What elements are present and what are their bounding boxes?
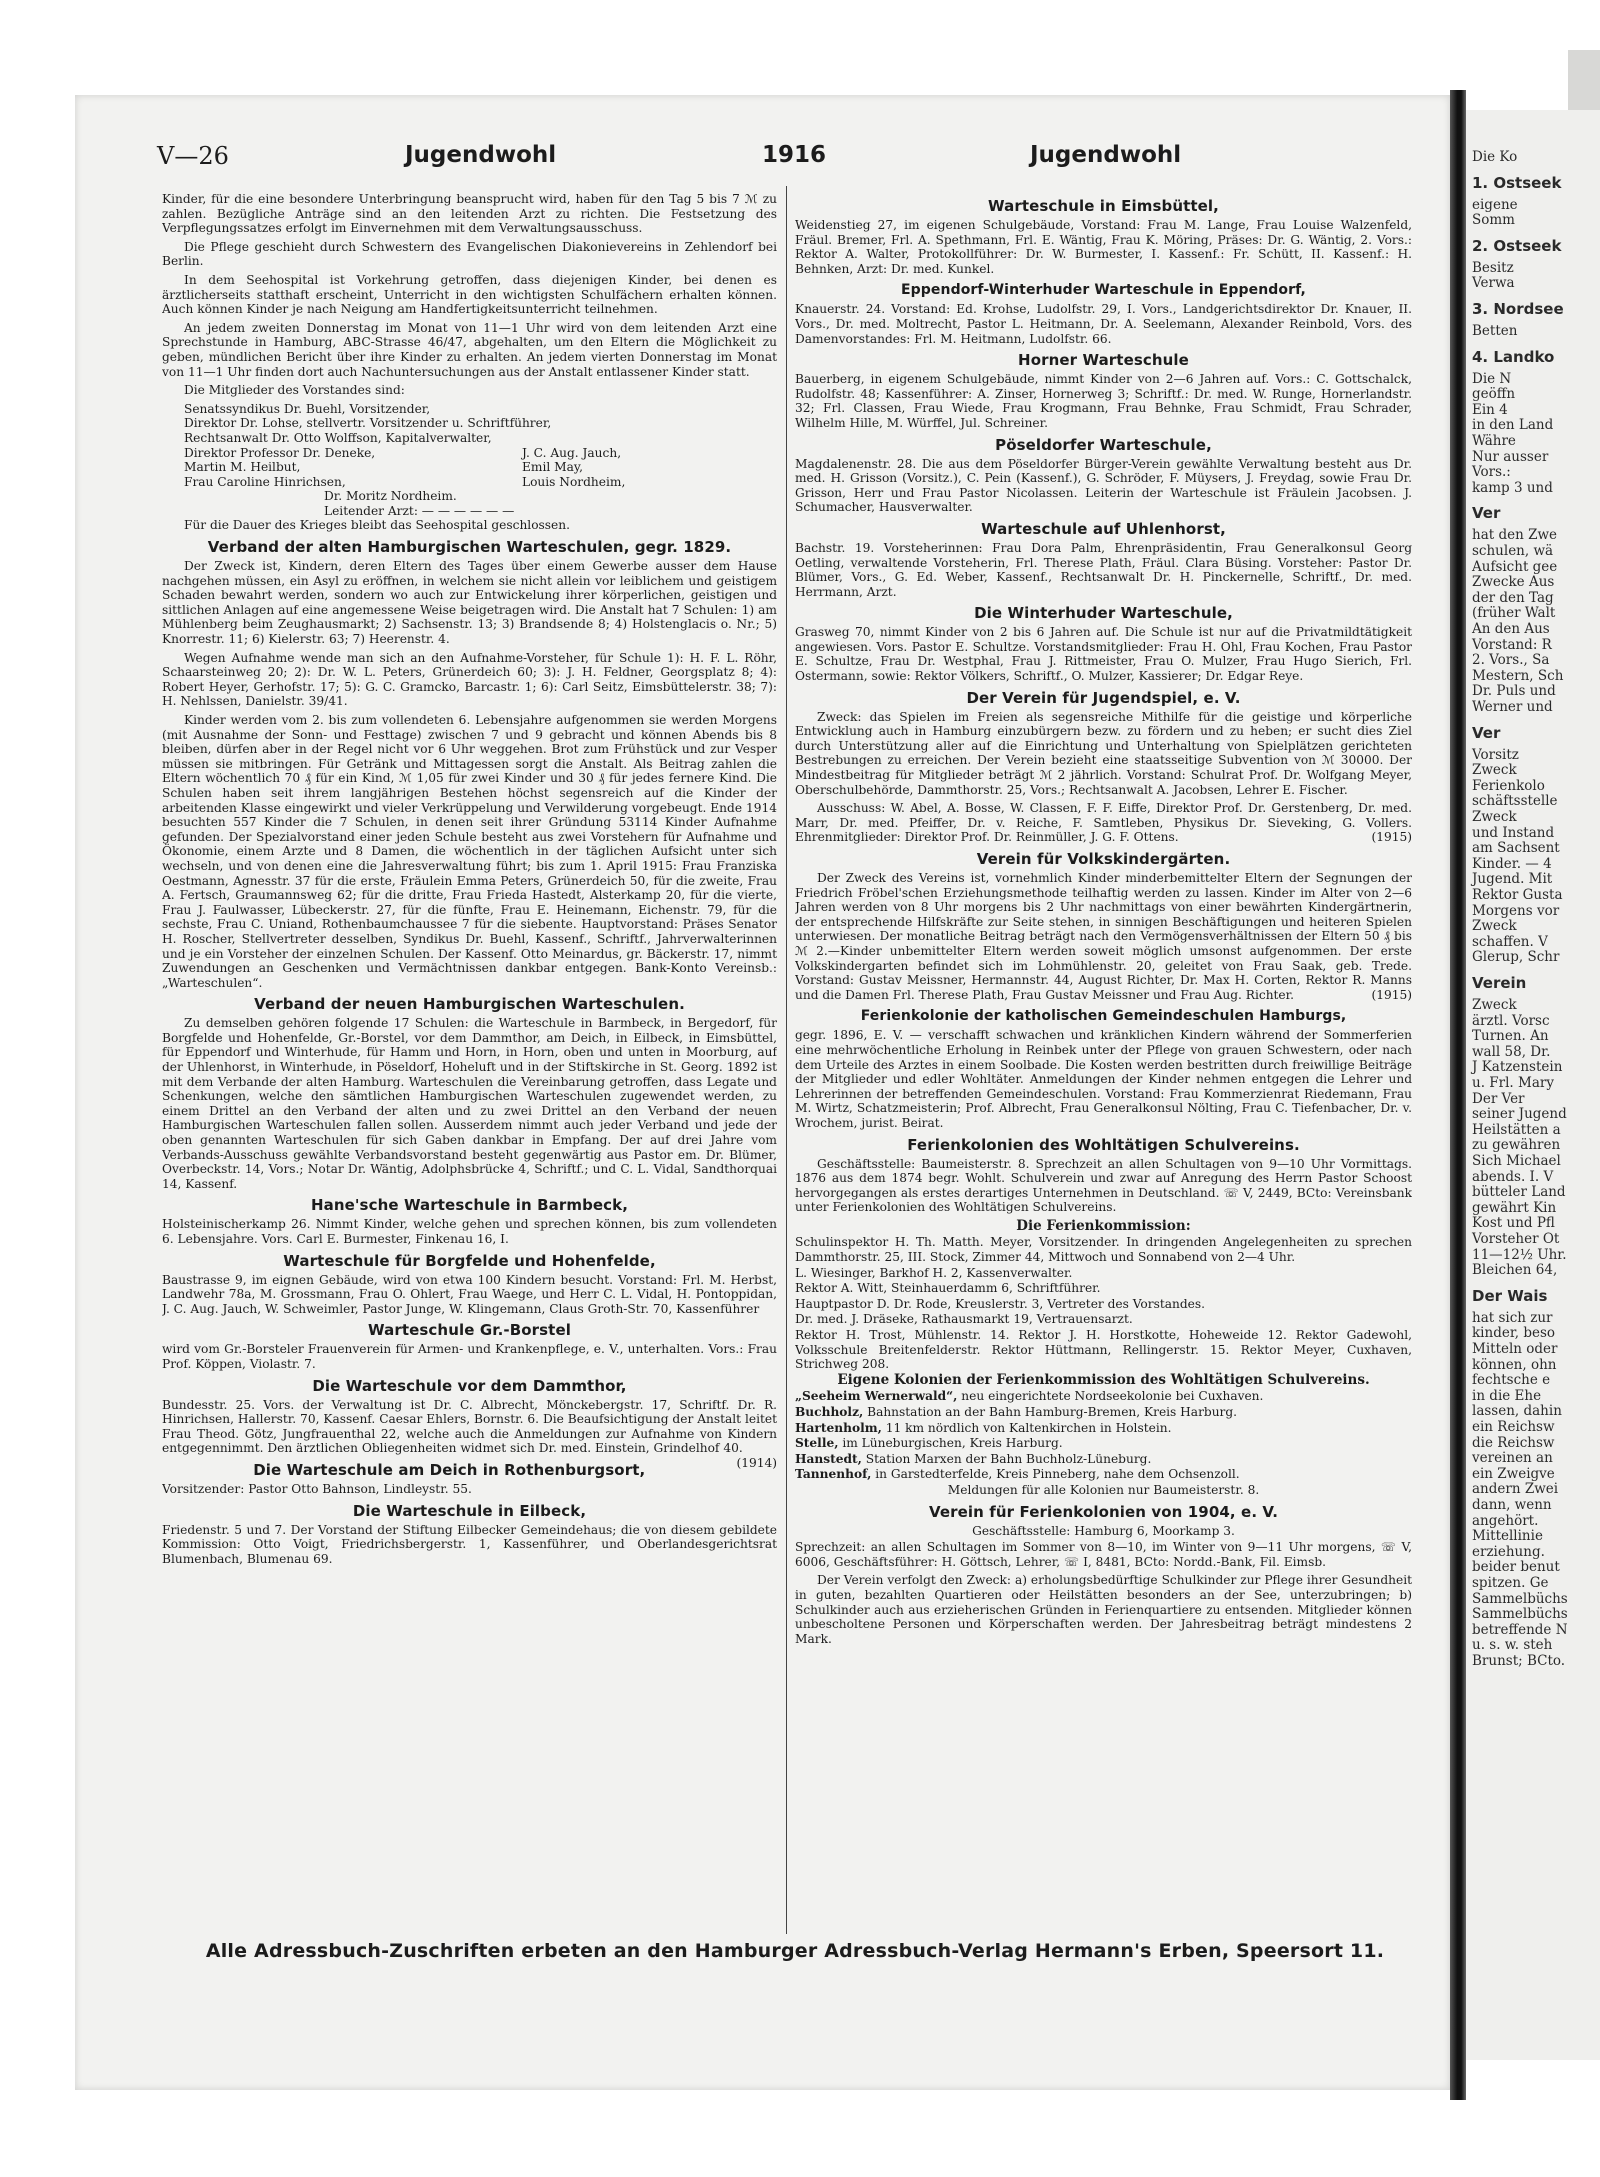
adjacent-page-line: hat sich zur — [1472, 1309, 1553, 1326]
colony-item: Hartenholm, 11 km nördlich von Kaltenkirchen in Holstein. — [795, 1420, 1172, 1435]
page-number: V—26 — [157, 142, 229, 170]
heading-verein-1904: Verein für Ferienkolonien von 1904, e. V. — [928, 1502, 1279, 1521]
ferienkommission-member: Schulinspektor H. Th. Matth. Meyer, Vorsitzender. In dringenden Angelegenheiten zu sprechen Dammthorstr. 25, III. Stock, Zimmer 44, Mittwoch und Sonnabend von 2—4 Uhr. — [795, 1235, 1412, 1265]
heading-borgfelde: Warteschule für Borgfelde und Hohenfelde, — [283, 1251, 656, 1270]
adjacent-page-line: Vorsitz — [1472, 746, 1519, 763]
heading-deich: Die Warteschule am Deich in Rothenburgsort, — [253, 1460, 646, 1479]
header-title-left: Jugendwohl — [405, 142, 557, 168]
adjacent-page-line: Der Wais — [1472, 1286, 1548, 1305]
adjacent-page-line: in die Ehe — [1472, 1387, 1542, 1404]
seehospital-fees: Kinder, für die eine besondere Unterbringung beansprucht wird, haben für den Tag 5 bis 7 ℳ zu zahlen. Bezügliche Anträge sind an den leitenden Arzt zu richten. Die Festsetzung des Verpflegungssatzes erfolgt im Einvernehmen mit dem Verwaltungsausschuss. — [162, 192, 777, 236]
adjacent-page-line: Bleichen 64, — [1472, 1262, 1558, 1279]
adjacent-page-line: die Reichsw — [1472, 1434, 1555, 1451]
adjacent-page-line: gewährt Kin — [1472, 1199, 1557, 1216]
adjacent-page-line: Ein 4 — [1472, 401, 1508, 418]
adjacent-page-line: vereinen an — [1472, 1450, 1553, 1467]
neue-details: Zu demselben gehören folgende 17 Schulen: die Warteschule in Barmbeck, in Bergedorf, für Borgfelde und Hohenfelde, Gr.-Borstel, vor dem Dammthor, am Deich, in Eilbeck, in Eimsbüttel, für Eppendorf und Winterhude, für Hamm und Horn, in Horn, oben und unten in Moorburg, auf der Uhlenhorst, in Winterhude, in Pöseldorf, Hoheluft und in der Stiftskirche in St. Georg. 1892 ist mit dem Verbande der alten Hamburg. Warteschulen die Vereinbarung getroffen, dass Legate und Schenkungen, welche den sämtlichen Hamburgischen Warteschulen zugewendet werden, zu einem Drittel an den Verband der alten und zu zwei Drittel an den Verband der neuen Hamburgischen Warteschulen fallen sollen. Ausserdem nimmt auch jeder Verband und jede der oben genannten Warteschulen für sich Gaben dankbar in Empfang. Der auf drei Jahre vom Verbands-Ausschuss gewählte Verbandsvorstand besteht gegenwärtig aus Pastor em. Dr. Blümer, Overbeckstr. 14, Vors.; Notar Dr. Wäntig, Adolphsbrücke 4, Schriftf.; und C. L. Vidal, Sandthorquai 14, Kassenf. — [162, 1016, 777, 1191]
adjacent-page-line: Glerup, Schr — [1472, 949, 1560, 966]
ferienkommission-member: Rektor A. Witt, Steinhauerdamm 6, Schriftführer. — [795, 1281, 1101, 1296]
heading-eppendorf: Eppendorf-Winterhuder Warteschule in Eppendorf, — [901, 282, 1306, 299]
seehospital-consultation: An jedem zweiten Donnerstag im Monat von 11—1 Uhr wird von dem leitenden Arzt eine Sprechstunde in Hamburg, ABC-Strasse 46/47, abgehalten, um den Eltern die Möglichkeit zu geben, mündlichen Bericht über ihre Kinder zu erhalten. An jedem vierten Donnerstag im Monat von 11—1 Uhr finden dort auch Nachuntersuchungen aus der Anstalt entlassener Kinder statt. — [162, 320, 777, 379]
adjacent-page-line: Zwecke Aus — [1472, 574, 1555, 591]
adjacent-page-line: seiner Jugend — [1472, 1106, 1567, 1123]
adjacent-page-line: 11—12½ Uhr. — [1472, 1246, 1567, 1263]
board-member: Frau Caroline Hinrichsen, — [184, 474, 346, 489]
colony-item: Stelle, im Lüneburgischen, Kreis Harburg. — [795, 1436, 1063, 1451]
adjacent-page-line: kamp 3 und — [1472, 479, 1553, 496]
schulverein-details: Geschäftsstelle: Baumeisterstr. 8. Sprechzeit an allen Schultagen von 9—10 Uhr Vormittags. 1876 aus dem 1874 begr. Wohlt. Schulverein und zwar auf Anregung des Herrn Pastor Schoost hervorgegangen als erstes derartiges Unternehmen in Deutschland. ☏ V, 2449, BCto: Vereinsbank unter Ferienkolonien des Wohltätigen Schulvereins. — [795, 1156, 1412, 1215]
gr-borstel-details: wird vom Gr.-Borsteler Frauenverein für Armen- und Krankenpflege, e. V., unterhalten. Vors.: Frau Prof. Köppen, Violastr. 7. — [162, 1342, 777, 1371]
adjacent-page-line: Sammelbüchs — [1472, 1590, 1568, 1607]
adjacent-page-line: Mitteln oder — [1472, 1341, 1558, 1357]
adjacent-page-line: Jugend. Mit — [1472, 871, 1553, 888]
war-closure-note: Für die Dauer des Krieges bleibt das Seehospital geschlossen. — [184, 518, 570, 533]
adjacent-page-line: Turnen. An — [1472, 1028, 1549, 1045]
adjacent-page-line: Die N — [1472, 370, 1512, 387]
adjacent-page-line: Mestern, Sch — [1472, 667, 1564, 684]
adjacent-page-line: Zweck — [1472, 809, 1517, 825]
adjacent-page-line: 1. Ostseek — [1472, 173, 1562, 192]
adjacent-page-line: Brunst; BCto. — [1472, 1653, 1566, 1669]
right-column — [795, 192, 1412, 1932]
board-member: Martin M. Heilbut, — [184, 460, 301, 475]
alte-purpose: Der Zweck ist, Kindern, deren Eltern des Tages über einem Gewerbe ausser dem Hause nachgehen müssen, ein Asyl zu eröffnen, in welchem sie nicht allein vor leiblichem und geistigem Schaden bewahrt werden, sondern wo auch zur Entwickelung ihrer körperlichen, geistigen und sittlichen Anlagen auf eine angemessene Weise beigetragen wird. Die Anstalt hat 7 Schulen: 1) am Mühlenberg beim Zeughausmarkt; 2) Sachsenstr. 13; 3) Brandsende 8; 4) Holstenglacis o. Nr.; 5) Knorrestr. 11; 6) Kielerstr. 63; 7) Heerenstr. 4. — [162, 559, 777, 647]
hane-details: Holsteinischerkamp 26. Nimmt Kinder, welche gehen und sprechen können, bis zum vollendeten 6. Lebensjahre. Vors. Carl E. Burmester, Finkenau 16, I. — [162, 1217, 777, 1246]
heading-poeseldorf: Pöseldorfer Warteschule, — [995, 435, 1212, 454]
adjacent-page-line: 3. Nordsee — [1472, 300, 1564, 318]
board-members — [184, 402, 777, 533]
heading-katholische-ferienkolonie: Ferienkolonie der katholischen Gemeindeschulen Hamburgs, — [860, 1008, 1347, 1025]
verein-1904-hours: Sprechzeit: an allen Schultagen im Sommer von 8—10, im Winter von 9—11 Uhr morgens, ☏ V, 6006, Geschäftsführer: H. Göttsch, Lehrer, ☏ I, 8481, BCto: Nordd.-Bank, Fil. Eimsb. — [795, 1540, 1412, 1569]
adjacent-page-line: lassen, dahin — [1472, 1403, 1562, 1420]
ferienkommission-member: Hauptpastor D. Dr. Rode, Kreuslerstr. 3, Vertreter des Vorstandes. — [795, 1296, 1206, 1311]
adjacent-page-line: (früher Walt — [1472, 605, 1556, 622]
heading-neue-warteschulen: Verband der neuen Hamburgischen Warteschulen. — [254, 995, 685, 1014]
heading-volkskindergaerten: Verein für Volkskindergärten. — [976, 850, 1231, 868]
verein-1904-purpose: Der Verein verfolgt den Zweck: a) erholungsbedürftige Schulkinder zur Pflege ihrer Gesundheit in guten, bezahlten Quartieren oder Heilstätten besonders an der See, unterzubringen; b) Schulkinder auch aus erzieherischen Gründen in Ferienquartiere zu entsenden. Mitglieder können unbescholtene Personen und Körperschaften werden. Der Jahresbeitrag beträgt mindestens 2 Mark. — [795, 1573, 1412, 1646]
adjacent-page-line: 2. Vors., Sa — [1472, 652, 1550, 669]
colony-item: Tannenhof, in Garstedterfelde, Kreis Pinneberg, nahe dem Ochsenzoll. — [795, 1467, 1240, 1482]
adjacent-page-line: fechtsche e — [1472, 1372, 1551, 1389]
dammthor-details: Bundesstr. 25. Vors. der Verwaltung ist Dr. C. Albrecht, Mönckebergstr. 17, Schriftf. Dr. R. Hinrichsen, Hallerstr. 70, Kassenf. Caesar Ehlers, Bornstr. 6. Die Beaufsichtigung der Anstalt leitet Frau Theod. Götz, Jungfrauenthal 22, welche auch die Anmeldungen zur Aufnahme von Kindern entgegennimmt. Den ärztlichen Obliegenheiten widmet sich Dr. med. Einstein, Grindelhof 40. (1914) — [162, 1397, 777, 1470]
adjacent-page-line: Aufsicht gee — [1472, 558, 1558, 575]
adjacent-page-line: betreffende N — [1472, 1621, 1568, 1638]
adjacent-page-line: Zweck — [1472, 762, 1517, 779]
adjacent-page-line: Ver — [1472, 723, 1501, 742]
adjacent-page-line: ein Zweigve — [1472, 1465, 1555, 1482]
adjacent-page-line: 4. Landko — [1472, 347, 1555, 366]
uhlenhorst-details: Bachstr. 19. Vorsteherinnen: Frau Dora Palm, Ehrenpräsidentin, Frau Generalkonsul Georg Oetling, verwaltende Vorsteherin, Frl. Therese Plath, Fräul. Clara Büsing. Vorsteher: Pastor Dr. Blümer, Vors., G. Ed. Weber, Kassenf., Rechtsanwalt Dr. H. Pinckernelle, Schriftf., Dr. med. Herrmann, Arzt. — [795, 540, 1412, 599]
heading-alte-warteschulen: Verband der alten Hamburgischen Warteschulen, gegr. 1829. — [207, 538, 732, 557]
adjacent-page-line: Dr. Puls und — [1472, 683, 1556, 700]
board-member: J. C. Aug. Jauch, — [522, 445, 622, 460]
horn-details: Bauerberg, in eigenem Schulgebäude, nimmt Kinder von 2—6 Jahren auf. Vors.: C. Gottschalck, Rudolfstr. 48; Kassenführer: A. Zinser, Hornerweg 3; Schriftf.: Dr. med. W. Runge, Hornerlandstr. 32; Frl. Classen, Frau Wiede, Frau Krogmann, Frau Behnke, Frau Schmidt, Frau Schrader, Wilhelm Hille, M. Würffel, Jul. Schreiner. — [795, 372, 1412, 430]
chief-doctor: Leitender Arzt: — — — — — — — [324, 503, 515, 518]
board-member: Direktor Dr. Lohse, stellvertr. Vorsitzender u. Schriftführer, — [184, 416, 552, 431]
adjacent-page-line: Verwa — [1472, 275, 1515, 292]
header-title-right: Jugendwohl — [1030, 142, 1182, 168]
adjacent-page-line: Zweck — [1472, 997, 1517, 1013]
alte-admission: Wegen Aufnahme wende man sich an den Aufnahme-Vorsteher, für Schule 1): H. F. L. Röhr, Schaarsteinweg 20; 2): Dr. W. L. Peters, Grünerdeich 60; 3): J. H. Feldner, Georgsplatz 8; 4): Robert Heyer, Gerhofstr. 17; 5): G. C. Gramcko, Barcastr. 1; 6): Carl Seitz, Eimsbüttelerstr. 38; 7): H. Nehlssen, Danielstr. 39/41. — [162, 650, 777, 709]
heading-uhlenhorst: Warteschule auf Uhlenhorst, — [981, 519, 1226, 538]
colony-item: „Seeheim Wernerwald“, neu eingerichtete Nordseekolonie bei Cuxhaven. — [795, 1389, 1264, 1404]
adjacent-page-line: u. s. w. steh — [1472, 1637, 1553, 1654]
adjacent-page-line: schulen, wä — [1472, 543, 1554, 559]
binding-gutter — [1450, 90, 1466, 2100]
adjacent-page-line: Währe — [1472, 433, 1516, 449]
adjacent-page-line: Der Ver — [1472, 1090, 1525, 1107]
adjacent-page-line: Betten — [1472, 323, 1518, 339]
adjacent-page-line: Sich Michael — [1472, 1153, 1561, 1169]
scan-margin — [0, 0, 75, 2177]
ferienkommission-member: Rektor H. Trost, Mühlenstr. 14. Rektor J. H. Horstkotte, Hoheweide 12. Rektor Gadewohl, Volksschule Breitenfelderstr. Rektor Hüttmann, Rellingerstr. 15. Rektor Meyer, Cuxhaven, Strichweg 208. — [795, 1328, 1412, 1372]
board-member: Senatssyndikus Dr. Buehl, Vorsitzender, — [184, 401, 431, 416]
running-header — [150, 142, 1415, 182]
board-member: Direktor Professor Dr. Deneke, — [184, 445, 376, 460]
board-intro: Die Mitglieder des Vorstandes sind: — [184, 383, 405, 398]
adjacent-page-line: beider benut — [1472, 1559, 1560, 1576]
heading-wohltaetiger-schulverein: Ferienkolonien des Wohltätigen Schulvereins. — [907, 1135, 1300, 1154]
adjacent-page-line: eigene — [1472, 196, 1518, 213]
adjacent-page-line: zu gewähren — [1472, 1137, 1561, 1154]
ferienkommission-member: L. Wiesinger, Barkhof H. 2, Kassenverwalter. — [795, 1265, 1073, 1280]
adjacent-page-line: Sammelbüchs — [1472, 1606, 1568, 1623]
jugendspiel-purpose: Zweck: das Spielen im Freien als segensreiche Mithilfe für die geistige und körperliche Entwicklung auch in Hamburg einzubürgern bezw. zu fördern und zu heben; er sucht dies Ziel durch Unterstützung aller auf die Einrichtung und Unterhaltung von Spielplätzen gerichteten Bestrebungen zu erreichen. Der Verein bezieht eine staatsseitige Subvention von ℳ 30000. Der Mindestbeitrag für Mitglieder beträgt ℳ 2 jährlich. Vorstand: Schulrat Prof. Dr. Wolfgang Meyer, Oberschulbehörde, Dammthorstr. 25, Vors.; Rechtsanwalt A. Jacobsen, Lehrer E. Fischer. — [795, 709, 1412, 797]
adjacent-page-line: Die Ko — [1472, 149, 1518, 165]
eigene-kolonien-title: Eigene Kolonien der Ferienkommission des Wohltätigen Schulvereins. — [837, 1371, 1370, 1388]
alte-details: Kinder werden vom 2. bis zum vollendeten 6. Lebensjahre aufgenommen sie werden Morgens (mit Ausnahme der Sonn- und Festtage) zwischen 7 und 9 gebracht und können Abends bis 8 bleiben, dürfen aber in der Regel nicht vor 6 Uhr weggehen. Brot zum Frühstück und zur Vesper müssen sie mitbringen. Für Getränk und Mittagessen sorgt die Anstalt. Als Beitrag zahlen die Eltern wöchentlich 70 ₰ für ein Kind, ℳ 1,05 für zwei Kinder und 30 ₰ für jedes fernere Kind. Die Schulen haben seit ihrem langjährigen Bestehen höchst segensreich auf die Kinder der arbeitenden Klasse eingewirkt und vieler Verkrüppelung und Verwilderung vorgebeugt. Ende 1914 besuchten 557 Kinder die 7 Schulen, in denen seit ihrer Gründung 53114 Kinder Aufnahme gefunden. Der Spezialvorstand einer jeden Schule besteht aus zwei Vorstehern für Aufnahme und Ökonomie, einem Arzte und 8 Damen, die wöchentlich in der täglichen Aufsicht unter sich wechseln, und von denen eine die Jahresverwaltung führt; bis zum 1. April 1915: Frau Franziska Oestmann, Agnesstr. 37 für die erste, Fräulein Emma Peters, Grünerdeich 50, für die zweite, Frau A. Fertsch, Graumannsweg 62; für die dritte, Frau Frieda Hastedt, Alsterkamp 20, für die vierte, Frau J. Faulwasser, Lübeckerstr. 27, für die fünfte, Frau E. Heinemann, Eichenstr. 79, für die sechste, Frau C. Uniand, Rothenbaumchaussee 7 für die siebente. Hauptvorstand: Präses Senator H. Roscher, Stellvertreter desselben, Syndikus Dr. Buehl, Kassenf., Schriftf., Jahrverwalterinnen und je ein Vorsteher der einzelnen Schulen. Der Kassenf. Otto Meinardus, gr. Bäckerstr. 17, nimmt Zuwendungen an Geschenken und Vermächtnissen dankbar entgegen. Bank-Konto Vereinsb.: „Warteschulen“. — [162, 713, 777, 990]
katholische-ferienkolonie-details: gegr. 1896, E. V. — verschafft schwachen und kränklichen Kindern während der Sommerferien eine mehrwöchentliche Erholung in Reinbek unter der Pflege von grauen Schwestern, oder nach dem Urteile des Arztes in einem Soolbade. Die Kosten werden bestritten durch freiwillige Beiträge der Mitglieder und edler Wohltäter. Anmeldungen der Kinder nehmen entgegen die Lehrer und Lehrerinnen der betreffenden Gemeindeschulen. Vorstand: Frau Kommerzienrat Riedemann, Frau M. Wirtz, Schatzmeisterin; Prof. Albrecht, Frau Generalkonsul Nölting, Frau C. Tiefenbacher, Dr. v. Wrochem, jurist. Beirat. — [795, 1028, 1412, 1130]
heading-eilbeck: Die Warteschule in Eilbeck, — [352, 1501, 587, 1520]
adjacent-page-line: Besitz — [1472, 259, 1514, 276]
adjacent-page-line: können, ohn — [1472, 1356, 1557, 1373]
board-member: Louis Nordheim, — [522, 474, 626, 489]
adjacent-page-line: Werner und — [1472, 699, 1553, 715]
adjacent-page-line: in den Land — [1472, 417, 1554, 434]
adjacent-page-line: Ver — [1472, 504, 1501, 523]
adjacent-page-line: der den Tag — [1472, 589, 1554, 606]
ferienkommission-member: Dr. med. J. Dräseke, Rathausmarkt 19, Vertrauensarzt. — [795, 1312, 1133, 1327]
heading-eimsbuettel: Warteschule in Eimsbüttel, — [988, 197, 1219, 215]
adjacent-page-line: und Instand — [1472, 824, 1555, 841]
adjacent-page-line: Heilstätten a — [1472, 1121, 1561, 1138]
eppendorf-details: Knauerstr. 24. Vorstand: Ed. Krohse, Ludolfstr. 29, I. Vors., Landgerichtsdirektor Dr. Knauer, II. Vors., Dr. med. Moltrecht, Pastor L. Heitmann, Dr. A. Seelemann, Alexander Reinbold, Vors. des Damenvorstandes: Frl. M. Heitmann, Ludolfstr. 66. — [795, 302, 1412, 346]
adjacent-page-line: bütteler Land — [1472, 1184, 1566, 1201]
adjacent-page-line: Kinder. — 4 — [1472, 855, 1552, 872]
volkskindergaerten-details: Der Zweck des Vereins ist, vornehmlich Kinder minderbemittelter Eltern der Segnungen der Friedrich Fröbel'schen Erziehungsmethode teilhaftig werden zu lassen. Kinder im Alter von 2—6 Jahren werden von 8 Uhr morgens bis 2 Uhr nachmittags von einer bewährten Kindergärtnerin, der entsprechende Hilfskräfte zur Seite stehen, in sinnigen Beschäftigungen und heiteren Spielen unterwiesen. Der monatliche Beitrag beträgt nach den Vermögensverhältnissen der Eltern 50 ₰ bis ℳ 2.—Kinder unbemittelter Eltern werden soweit möglich umsonst aufgenommen. Der erste Volkskindergarten befindet sich im Lohmühlenstr. 20, geleitet von Frau Saak, geb. Trede. Vorstand: Gustav Meissner, Hermannstr. 44, August Richter, Dr. Max H. Corten, Rektor R. Manns und die Damen Frl. Therese Plath, Frau Gustav Meissner und Frau Aug. Richter. (1915) — [795, 871, 1412, 1002]
adjacent-page-line: schäftsstelle — [1472, 793, 1558, 810]
adjacent-page-line: Kost und Pfl — [1472, 1215, 1555, 1232]
adjacent-page-line: Mittellinie — [1472, 1528, 1543, 1545]
verein-1904-office: Geschäftsstelle: Hamburg 6, Moorkamp 3. — [972, 1523, 1235, 1538]
seehospital-teaching: In dem Seehospital ist Vorkehrung getroffen, dass diejenigen Kinder, bei denen es ärztlicherseits statthaft erscheint, Unterricht in den wichtigsten Schulfächern erhalten können. Auch können Kinder je nach Neigung am Handfertigkeitsunterricht teilnehmen. — [162, 272, 777, 317]
adjacent-page-line: Zweck — [1472, 918, 1517, 935]
deich-details: Vorsitzender: Pastor Otto Bahnson, Lindleystr. 55. — [162, 1481, 472, 1496]
adjacent-page-line: Somm — [1472, 212, 1515, 229]
board-member: Emil May, — [522, 460, 584, 475]
adjacent-page-line: erziehung. — [1472, 1543, 1545, 1560]
colony-registration-note: Meldungen für alle Kolonien nur Baumeisterstr. 8. — [947, 1482, 1260, 1497]
ferienkommission-title: Die Ferienkommission: — [1016, 1217, 1191, 1234]
adjacent-page-line: ein Reichsw — [1472, 1419, 1555, 1435]
adjacent-page-line: andern Zwei — [1472, 1481, 1559, 1498]
adjacent-page-line: angehört. — [1472, 1512, 1539, 1529]
adjacent-page-line: am Sachsent — [1472, 840, 1560, 857]
adjacent-page-line: J Katzenstein — [1472, 1059, 1563, 1076]
heading-horn: Horner Warteschule — [1018, 351, 1189, 370]
adjacent-page-line: dann, wenn — [1472, 1497, 1552, 1513]
adjacent-page-line: ärztl. Vorsc — [1472, 1012, 1550, 1029]
adjacent-page-line: schaffen. V — [1472, 933, 1548, 950]
winterhude-details: Grasweg 70, nimmt Kinder von 2 bis 6 Jahren auf. Die Schule ist nur auf die Privatmildtätigkeit angewiesen. Vors. Pastor E. Schultze. Vorstandsmitglieder: Frau H. Ohl, Frau Kochen, Frau Pastor E. Schultze, Frau Dr. Westphal, Frau J. Rittmeister, Frau O. Mulzer, Frau Hugo Sierich, Frl. Ostermann, sowie: Rektor Völkers, Schriftf., O. Mulzer, Kassierer; Dr. Edgar Reye. — [795, 625, 1412, 684]
adjacent-page-line: Morgens vor — [1472, 902, 1560, 919]
adjacent-page-line: An den Aus — [1472, 621, 1550, 637]
adjacent-page-line: Rektor Gusta — [1472, 887, 1563, 903]
adjacent-page-line: spitzen. Ge — [1472, 1575, 1549, 1591]
header-year: 1916 — [762, 142, 827, 168]
colony-item: Buchholz, Bahnstation an der Bahn Hamburg-Bremen, Kreis Harburg. — [795, 1405, 1238, 1419]
column-divider — [786, 186, 787, 1934]
heading-winterhude: Die Winterhuder Warteschule, — [974, 604, 1233, 623]
adjacent-page-line: wall 58, Dr. — [1472, 1043, 1551, 1060]
board-member: Rechtsanwalt Dr. Otto Wolffson, Kapitalverwalter, — [184, 430, 492, 445]
adjacent-page-line: Vors.: — [1472, 464, 1511, 481]
colony-item: Hanstedt, Station Marxen der Bahn Buchholz-Lüneburg. — [795, 1451, 1152, 1466]
publisher-footer: Alle Adressbuch-Zuschriften erbeten an den Hamburger Adressbuch-Verlag Hermann's Erben, Speersort 11. — [205, 1940, 1385, 1962]
adjacent-page-fragment — [1466, 110, 1600, 2060]
heading-jugendspiel: Der Verein für Jugendspiel, e. V. — [966, 688, 1241, 707]
adjacent-page-line: hat den Zwe — [1472, 527, 1558, 544]
board-member: Dr. Moritz Nordheim. — [324, 489, 457, 504]
adjacent-page-line: Vorstand: R — [1472, 636, 1552, 653]
adjacent-page-line: Verein — [1472, 974, 1527, 992]
poeseldorf-details: Magdalenenstr. 28. Die aus dem Pöseldorfer Bürger-Verein gewählte Verwaltung besteht aus Dr. med. H. Grisson (Vorsitz.), C. Pein (Kassenf.), G. Schröder, F. Müysers, J. Freydag, sowie Frau Dr. Grisson, Herr und Frau Pastor Nicolassen. Leiterin der Warteschule ist Fräulein Jacobsen. J. Schumacher, Hausverwalter. — [795, 456, 1412, 515]
heading-hane-warteschule: Hane'sche Warteschule in Barmbeck, — [310, 1196, 629, 1215]
heading-gr-borstel: Warteschule Gr.-Borstel — [368, 1321, 571, 1340]
adjacent-page-line: kinder, beso — [1472, 1325, 1556, 1342]
adjacent-page-line: Ferienkolo — [1472, 777, 1545, 794]
adjacent-page-line: Vorsteher Ot — [1472, 1231, 1560, 1247]
jugendspiel-committee: Ausschuss: W. Abel, A. Bosse, W. Classen, F. F. Eiffe, Direktor Prof. Dr. Gerstenberg, Dr. med. Marr, Dr. med. Pfeiffer, Dr. v. Reiche, F. Samtleben, Physikus Dr. Sieveking, G. Vollers. Ehrenmitglieder: Direktor Prof. Dr. Reinmüller, J. G. F. Ottens. (1915) — [795, 801, 1412, 845]
seehospital-care: Die Pflege geschieht durch Schwestern des Evangelischen Diakonievereins in Zehlendorf bei Berlin. — [162, 239, 777, 269]
adjacent-page-line: geöffn — [1472, 386, 1516, 403]
eimsbuettel-details: Weidenstieg 27, im eigenen Schulgebäude, Vorstand: Frau M. Lange, Frau Louise Walzenfeld, Fräul. Bremer, Frl. A. Spethmann, Frl. E. Wäntig, Frau K. Möring, Präses: Dr. G. Wäntig, 2. Vors.: Rektor A. Walter, Protokollführer: Dr. W. Burmester, I. Kassenf.: Fr. Schütt, II. Kassenf.: H. Behnken, Arzt: Dr. med. Kunkel. — [795, 218, 1412, 276]
borgfelde-details: Baustrasse 9, im eignen Gebäude, wird von etwa 100 Kindern besucht. Vorstand: Frl. M. Herbst, Landwehr 78a, M. Grossmann, Frau O. Ohlert, Frau Waege, und Herr C. L. Vidal, H. Pontoppidan, J. C. Aug. Jauch, W. Schweimler, Pastor Junge, W. Klingemann, Claus Groth-Str. 70, Kassenführer — [162, 1272, 777, 1316]
heading-dammthor: Die Warteschule vor dem Dammthor, — [312, 1376, 627, 1395]
left-column — [162, 192, 777, 1932]
colony-list — [795, 1389, 1412, 1497]
eilbeck-details: Friedenstr. 5 und 7. Der Vorstand der Stiftung Eilbecker Gemeindehaus; die von diesem gebildete Kommission: Otto Voigt, Friedrichsbergerstr. 1, Kassenführer, und Oberlandesgerichtsrat Blumenbach, Blumenau 69. — [162, 1522, 777, 1566]
adjacent-page-line: 2. Ostseek — [1472, 236, 1562, 255]
adjacent-page-line: Nur ausser — [1472, 448, 1549, 465]
adjacent-page-line: u. Frl. Mary — [1472, 1075, 1554, 1091]
adjacent-page-line: abends. I. V — [1472, 1168, 1554, 1185]
